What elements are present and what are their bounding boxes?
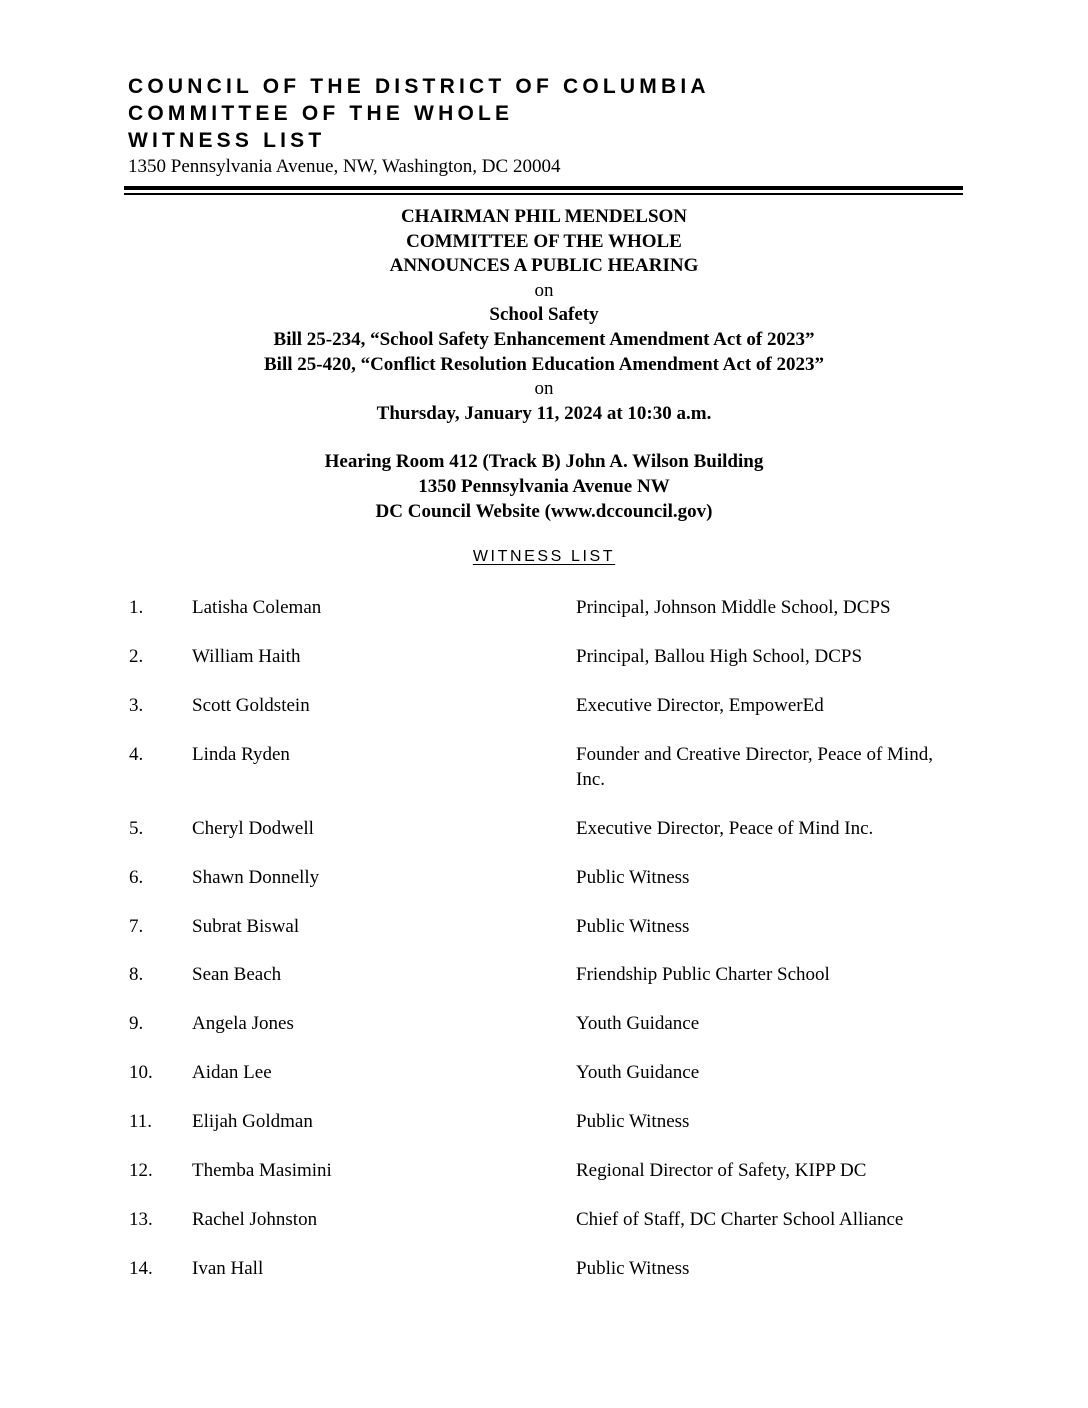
witness-number: 9. [129, 1013, 144, 1035]
witness-affiliation: Executive Director, EmpowerEd [576, 694, 824, 716]
witness-number: 4. [129, 743, 144, 765]
witness-name: Cheryl Dodwell [192, 817, 314, 839]
witness-list [0, 596, 1088, 1306]
witness-affiliation: Founder and Creative Director, Peace of Mind, Inc. [576, 743, 933, 790]
witness-row [0, 1208, 1088, 1233]
witness-name: Latisha Coleman [192, 597, 322, 618]
witness-name: Shawn Donnelly [192, 866, 320, 888]
witness-number: 6. [129, 866, 144, 888]
letterhead [128, 73, 968, 179]
witness-number: 2. [129, 645, 144, 667]
bill-25-234: Bill 25-234, “School Safety Enhancement Amendment Act of 2023” [273, 328, 815, 350]
chairman-line: CHAIRMAN PHIL MENDELSON [400, 206, 688, 227]
witness-row [0, 1159, 1088, 1184]
witness-name: Angela Jones [192, 1013, 294, 1035]
witness-list-heading-text: WITNESS LIST [472, 548, 616, 565]
witness-affiliation: Youth Guidance [576, 1062, 700, 1084]
witness-list-heading [0, 548, 1088, 566]
witness-row [0, 1110, 1088, 1135]
witness-name: Elijah Goldman [192, 1111, 313, 1133]
announces-line: ANNOUNCES A PUBLIC HEARING [389, 255, 699, 277]
witness-affiliation: Principal, Ballou High School, DCPS [576, 645, 863, 667]
witness-affiliation: Principal, Johnson Middle School, DCPS [576, 597, 891, 618]
witness-affiliation: Public Witness [576, 866, 690, 888]
witness-row [0, 1012, 1088, 1037]
hearing-subject: School Safety [489, 304, 599, 326]
on-line-2: on [534, 378, 554, 400]
witness-name: Themba Masimini [192, 1160, 332, 1182]
witness-number: 8. [129, 964, 144, 986]
spacer [0, 426, 1088, 450]
witness-number: 11. [129, 1111, 153, 1133]
witness-affiliation: Regional Director of Safety, KIPP DC [576, 1160, 867, 1182]
witness-affiliation: Executive Director, Peace of Mind Inc. [576, 817, 874, 839]
witness-row [0, 1061, 1088, 1086]
committee-name: COMMITTEE OF THE WHOLE [128, 102, 514, 125]
witness-number: 5. [129, 817, 144, 839]
witness-row [0, 1257, 1088, 1282]
witness-row [0, 645, 1088, 670]
witness-number: 14. [129, 1258, 153, 1280]
hearing-location: 1350 Pennsylvania Avenue NW [418, 475, 670, 497]
witness-name: Rachel Johnston [192, 1209, 318, 1231]
witness-row [0, 915, 1088, 940]
bill-25-420: Bill 25-420, “Conflict Resolution Education Amendment Act of 2023” [264, 353, 824, 375]
council-website: DC Council Website (www.dccouncil.gov) [375, 500, 713, 522]
witness-affiliation: Public Witness [576, 1258, 690, 1280]
witness-affiliation: Youth Guidance [576, 1013, 700, 1035]
witness-name: Linda Ryden [192, 743, 290, 765]
hearing-announcement [0, 205, 1088, 524]
hearing-date: Thursday, January 11, 2024 at 10:30 a.m. [376, 402, 712, 424]
witness-name: Subrat Biswal [192, 915, 300, 937]
witness-name: Sean Beach [192, 964, 282, 986]
committee-line: COMMITTEE OF THE WHOLE [406, 230, 682, 252]
witness-name: Aidan Lee [192, 1062, 272, 1084]
header-divider-thick [124, 186, 963, 190]
witness-affiliation: Friendship Public Charter School [576, 964, 830, 986]
witness-number: 7. [129, 915, 144, 937]
witness-row [0, 866, 1088, 891]
witness-row [0, 817, 1088, 842]
witness-number: 12. [129, 1160, 153, 1182]
witness-row [0, 963, 1088, 988]
witness-number: 13. [129, 1209, 153, 1231]
witness-affiliation: Public Witness [576, 1111, 690, 1133]
council-address: 1350 Pennsylvania Avenue, NW, Washington, DC 20004 [128, 156, 561, 177]
council-name: COUNCIL OF THE DISTRICT OF COLUMBIA [128, 75, 710, 98]
document-type: WITNESS LIST [128, 129, 326, 152]
header-divider-thin [124, 193, 963, 195]
witness-row [0, 596, 1088, 621]
witness-number: 1. [129, 597, 144, 618]
on-line-1: on [534, 279, 554, 301]
witness-row [0, 743, 1088, 792]
witness-name: Ivan Hall [192, 1258, 264, 1280]
witness-affiliation: Public Witness [576, 915, 690, 937]
witness-name: William Haith [192, 645, 301, 667]
witness-row [0, 694, 1088, 719]
witness-name: Scott Goldstein [192, 694, 310, 716]
hearing-room: Hearing Room 412 (Track B) John A. Wilson Building [324, 451, 764, 473]
witness-number: 10. [129, 1062, 153, 1084]
witness-number: 3. [129, 694, 144, 716]
witness-affiliation: Chief of Staff, DC Charter School Alliance [576, 1209, 904, 1231]
